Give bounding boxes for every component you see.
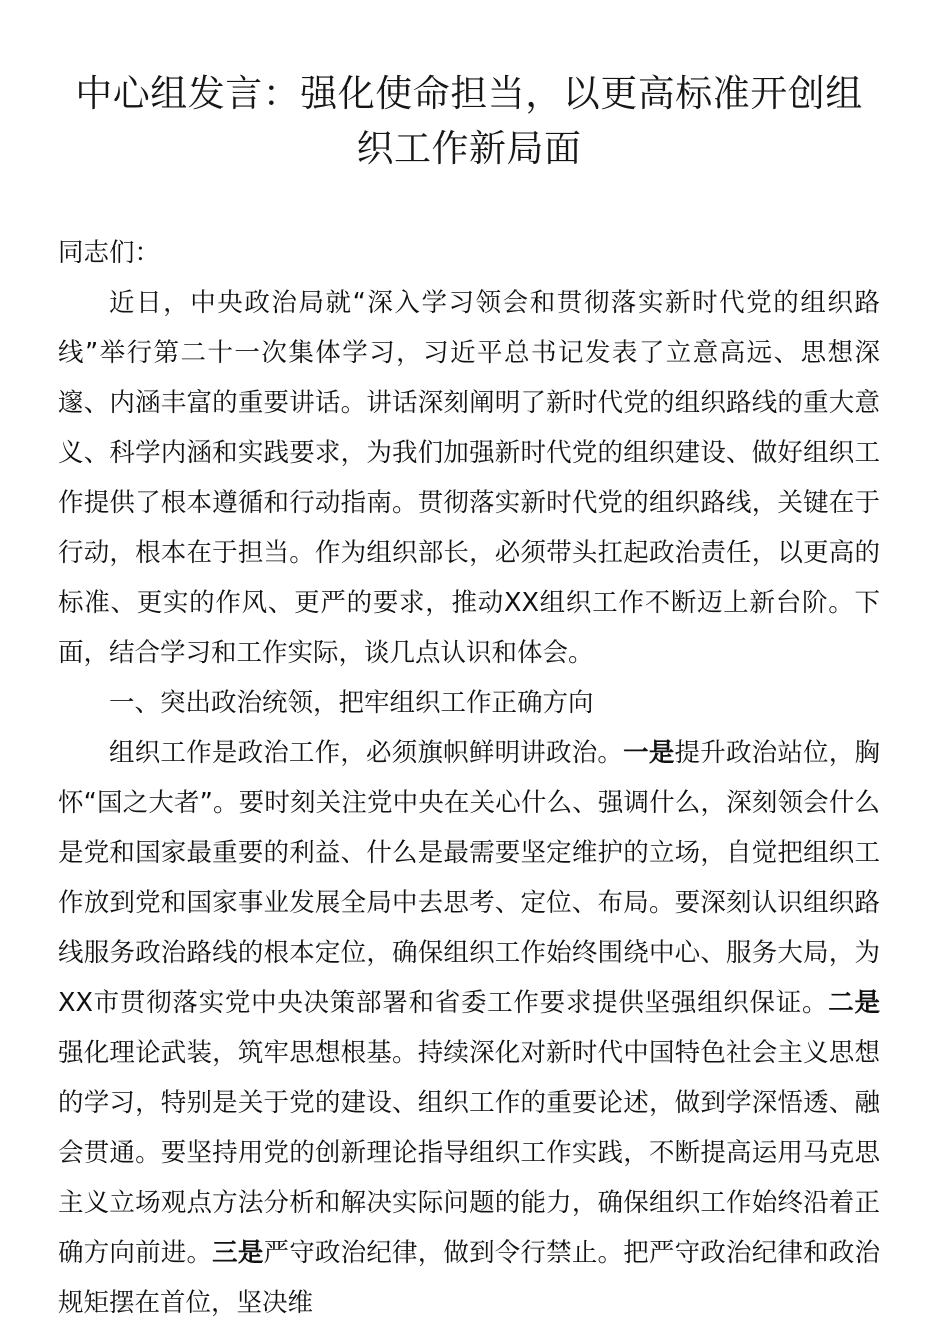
section-lead-text: 组织工作是政治工作，必须旗帜鲜明讲政治。: [109, 738, 624, 768]
document-title: 中心组发言：强化使命担当，以更高标准开创组织工作新局面: [75, 72, 863, 170]
point-text-2: 强化理论武装，筑牢思想根基。持续深化对新时代中国特色社会主义思想的学习，特别是关于党的建设、组织工作的重要论述，做到学深悟透、融会贯通。要坚持用党的创新理论指导组织工作实践，不断提高运用马克思主义立场观点方法分析和解决实际问题的能力，确保组织工作始终沿着正确方向前进。: [58, 1038, 880, 1268]
section-heading: 一、突出政治统领，把牢组织工作正确方向: [109, 688, 594, 718]
point-marker-3: 三是: [212, 1238, 264, 1268]
salutation: 同志们：: [58, 238, 161, 268]
point-text-1: 提升政治站位，胸怀“国之大者”。要时刻关注党中央在关心什么、强调什么，深刻领会什么是党和国家最重要的利益、什么是最需要坚定维护的立场，自觉把组织工作放到党和国家事业发展全局中去思考、定位、布局。要深刻认识组织路线服务政治路线的根本定位，确保组织工作始终围绕中心、服务大局，为XX市贯彻落实党中央决策部署和省委工作要求提供坚强组织保证。: [58, 738, 880, 1018]
section-body-paragraph: [58, 728, 880, 1328]
point-marker-1: 一是: [623, 738, 675, 768]
point-marker-2: 二是: [828, 988, 880, 1018]
point-text-3: 严守政治纪律，做到令行禁止。把严守政治纪律和政治规矩摆在首位，坚决维: [58, 1238, 880, 1318]
intro-paragraph: 近日，中央政治局就“深入学习领会和贯彻落实新时代党的组织路线”举行第二十一次集体学习，习近平总书记发表了立意高远、思想深邃、内涵丰富的重要讲话。讲话深刻阐明了新时代党的组织路线的重大意义、科学内涵和实践要求，为我们加强新时代党的组织建设、做好组织工作提供了根本遵循和行动指南。贯彻落实新时代党的组织路线，关键在于行动，根本在于担当。作为组织部长，必须带头扛起政治责任，以更高的标准、更实的作风、更严的要求，推动XX组织工作不断迈上新台阶。下面，结合学习和工作实际，谈几点认识和体会。: [58, 288, 880, 668]
document-page: [58, 66, 880, 1328]
